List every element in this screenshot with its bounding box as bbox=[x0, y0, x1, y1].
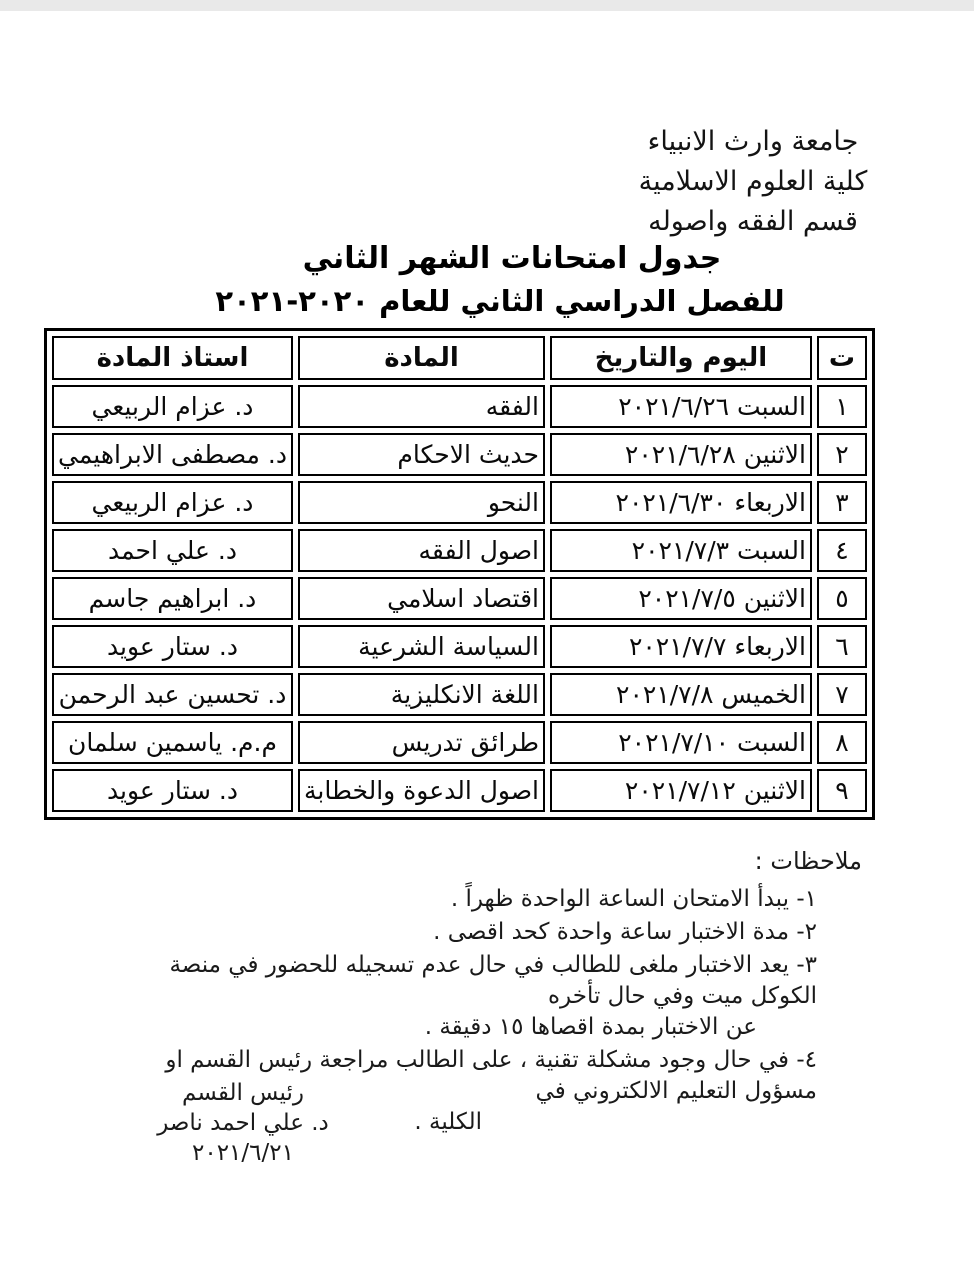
cell-day-date: الاثنين ٢٠٢١/٧/٥ bbox=[550, 577, 812, 620]
cell-day-date: السبت ٢٠٢١/٧/١٠ bbox=[550, 721, 812, 764]
cell-professor: م.م. ياسمين سلمان bbox=[52, 721, 293, 764]
cell-number: ٨ bbox=[817, 721, 867, 764]
note-line: عن الاختبار بمدة اقصاها ١٥ دقيقة . bbox=[424, 1014, 757, 1040]
cell-professor: د. تحسين عبد الرحمن bbox=[52, 673, 293, 716]
cell-number: ٩ bbox=[817, 769, 867, 812]
page-subtitle: للفصل الدراسي الثاني للعام ٢٠٢٠-٢٠٢١ bbox=[215, 284, 785, 318]
cell-subject: الفقه bbox=[298, 385, 545, 428]
table-row bbox=[52, 385, 867, 428]
signature-name: د. علي احمد ناصر bbox=[157, 1110, 329, 1136]
header-cell-number: ت bbox=[817, 336, 867, 380]
table-row bbox=[52, 721, 867, 764]
note-line: ٢- مدة الاختبار ساعة واحدة كحد اقصى . bbox=[433, 919, 817, 945]
cell-number: ٥ bbox=[817, 577, 867, 620]
cell-day-date: الاثنين ٢٠٢١/٧/١٢ bbox=[550, 769, 812, 812]
cell-subject: اصول الفقه bbox=[298, 529, 545, 572]
cell-day-date: الخميس ٢٠٢١/٧/٨ bbox=[550, 673, 812, 716]
signature-date: ٢٠٢١/٦/٢١ bbox=[192, 1140, 294, 1166]
cell-day-date: الاربعاء ٢٠٢١/٦/٣٠ bbox=[550, 481, 812, 524]
signature-block bbox=[128, 1078, 358, 1168]
header-cell-day-date: اليوم والتاريخ bbox=[550, 336, 812, 380]
cell-subject: اللغة الانكليزية bbox=[298, 673, 545, 716]
cell-subject: اصول الدعوة والخطابة bbox=[298, 769, 545, 812]
note-line: الكلية . bbox=[414, 1109, 482, 1135]
cell-subject: اقتصاد اسلامي bbox=[298, 577, 545, 620]
table-row bbox=[52, 625, 867, 668]
org-college-name: كلية العلوم الاسلامية bbox=[638, 166, 868, 197]
org-department-name: قسم الفقه واصوله bbox=[648, 206, 858, 237]
org-university-name: جامعة وارث الانبياء bbox=[647, 126, 859, 157]
cell-subject: النحو bbox=[298, 481, 545, 524]
notes-heading: ملاحظات : bbox=[754, 847, 862, 875]
cell-day-date: الاثنين ٢٠٢١/٦/٢٨ bbox=[550, 433, 812, 476]
cell-number: ٢ bbox=[817, 433, 867, 476]
table-row bbox=[52, 577, 867, 620]
note-item bbox=[102, 884, 817, 915]
cell-professor: د. عزام الربيعي bbox=[52, 481, 293, 524]
exam-table-header bbox=[52, 336, 867, 380]
table-row bbox=[52, 769, 867, 812]
cell-subject: طرائق تدريس bbox=[298, 721, 545, 764]
cell-professor: د. علي احمد bbox=[52, 529, 293, 572]
header-row bbox=[52, 336, 867, 380]
header-cell-professor: استاذ المادة bbox=[52, 336, 293, 380]
note-item bbox=[102, 950, 817, 1043]
cell-professor: د. ابراهيم جاسم bbox=[52, 577, 293, 620]
cell-day-date: السبت ٢٠٢١/٦/٢٦ bbox=[550, 385, 812, 428]
cell-professor: د. مصطفى الابراهيمي bbox=[52, 433, 293, 476]
note-line: ١- يبدأ الامتحان الساعة الواحدة ظهراً . bbox=[450, 886, 817, 912]
note-line: ٤- في حال وجود مشكلة تقنية ، على الطالب مراجعة رئيس القسم او مسؤول التعليم الالكتروني في bbox=[165, 1047, 817, 1104]
page-title: جدول امتحانات الشهر الثاني bbox=[302, 241, 722, 276]
cell-number: ١ bbox=[817, 385, 867, 428]
header-cell-subject: المادة bbox=[298, 336, 545, 380]
note-item bbox=[102, 917, 817, 948]
cell-professor: د. ستار عويد bbox=[52, 769, 293, 812]
cell-subject: السياسة الشرعية bbox=[298, 625, 545, 668]
signature-role: رئيس القسم bbox=[182, 1080, 304, 1106]
cell-subject: حديث الاحكام bbox=[298, 433, 545, 476]
cell-professor: د. ستار عويد bbox=[52, 625, 293, 668]
cell-professor: د. عزام الربيعي bbox=[52, 385, 293, 428]
org-header bbox=[593, 122, 913, 242]
exam-table-body bbox=[52, 385, 867, 812]
table-row bbox=[52, 673, 867, 716]
note-line: ٣- يعد الاختبار ملغى للطالب في حال عدم تسجيله للحضور في منصة الكوكل ميت وفي حال تأخره bbox=[169, 952, 817, 1009]
cell-number: ٦ bbox=[817, 625, 867, 668]
table-row bbox=[52, 433, 867, 476]
table-row bbox=[52, 481, 867, 524]
cell-day-date: السبت ٢٠٢١/٧/٣ bbox=[550, 529, 812, 572]
cell-day-date: الاربعاء ٢٠٢١/٧/٧ bbox=[550, 625, 812, 668]
exam-schedule-table bbox=[44, 328, 875, 820]
table-row bbox=[52, 529, 867, 572]
cell-number: ٧ bbox=[817, 673, 867, 716]
cell-number: ٣ bbox=[817, 481, 867, 524]
cell-number: ٤ bbox=[817, 529, 867, 572]
scan-edge-strip bbox=[0, 0, 974, 11]
